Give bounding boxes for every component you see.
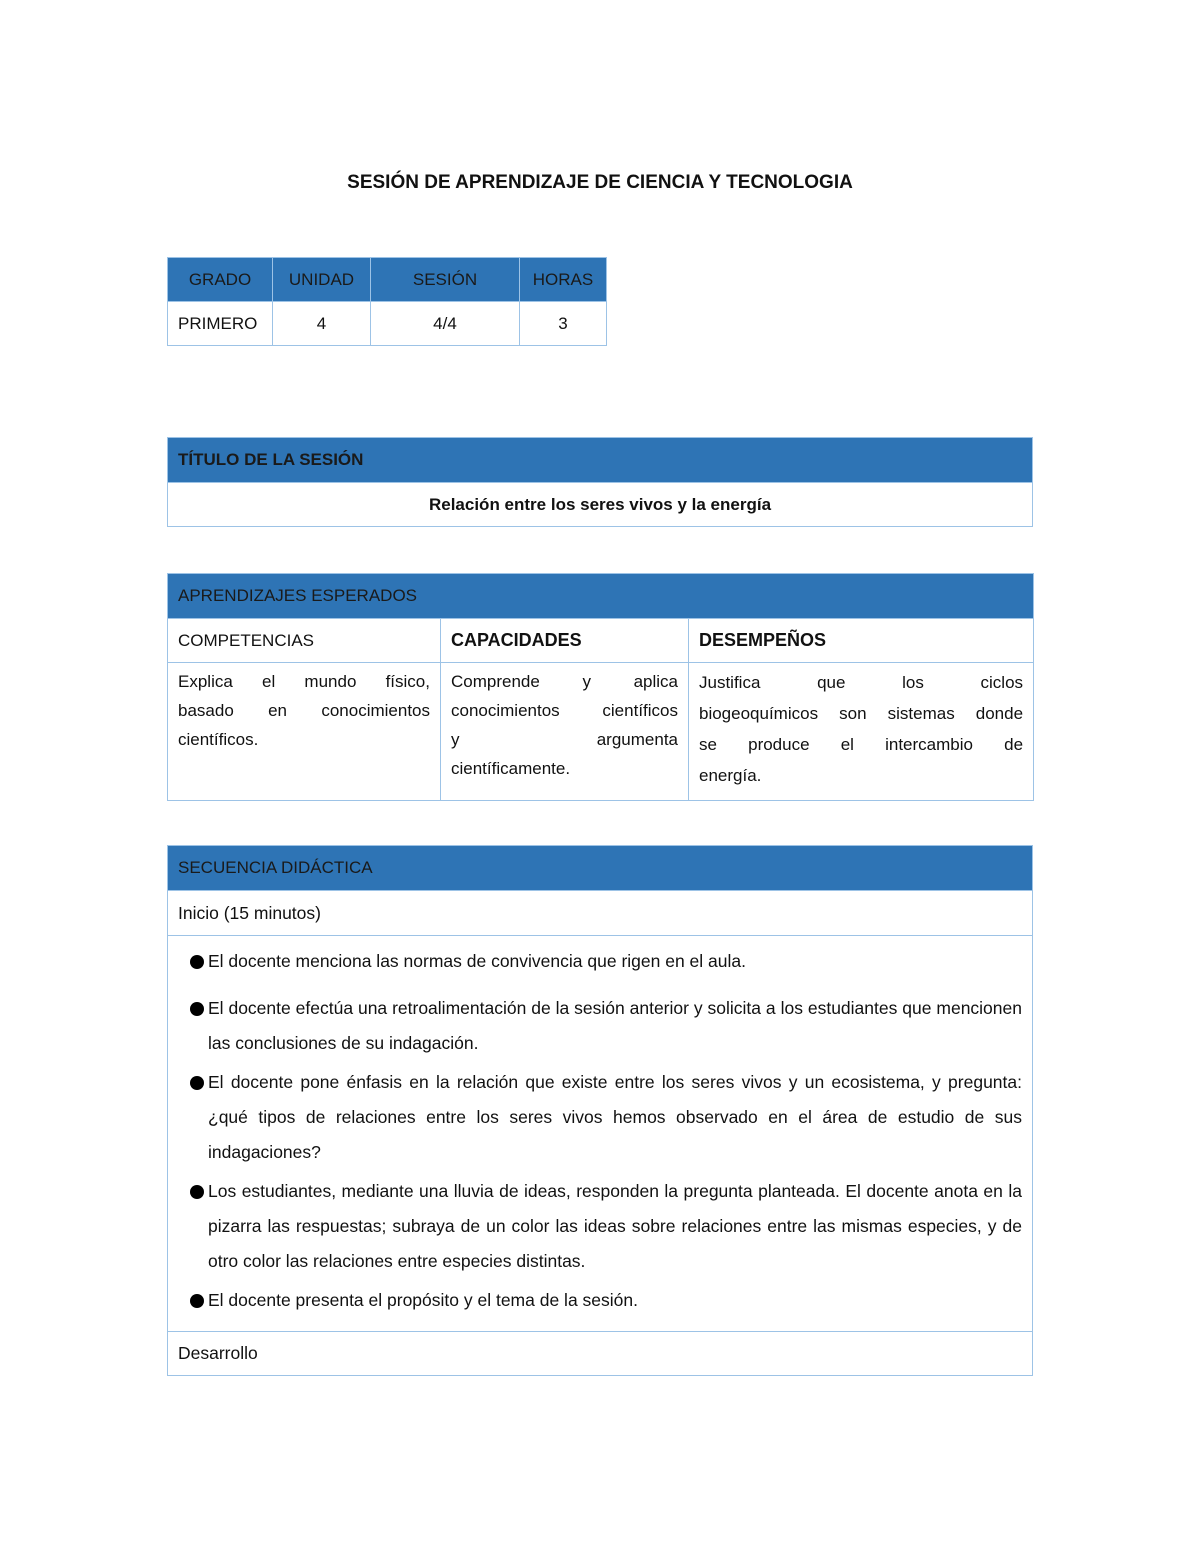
competencias-line: basado en conocimientos: [178, 701, 430, 720]
desempenos-line: energía.: [699, 766, 762, 785]
desarrollo-label: Desarrollo: [168, 1332, 1033, 1376]
header-grado: GRADO: [168, 258, 273, 302]
session-title-table: [167, 437, 1033, 527]
session-title-header: TÍTULO DE LA SESIÓN: [168, 438, 1033, 483]
sequence-table: [167, 845, 1033, 1376]
competencias-line: científicos.: [178, 730, 259, 749]
desempenos-line: Justifica que los ciclos: [699, 673, 1024, 692]
header-horas: HORAS: [520, 258, 607, 302]
header-unidad: UNIDAD: [273, 258, 371, 302]
list-item: [168, 991, 1032, 1061]
desempenos-line: se produce el intercambio de: [699, 735, 1024, 754]
bullet-icon: [190, 955, 204, 969]
desempenos-cell: [689, 663, 1034, 801]
bullet-icon: [190, 1185, 204, 1199]
session-title-value: Relación entre los seres vivos y la energía: [168, 483, 1033, 527]
inicio-label: Inicio (15 minutos): [168, 891, 1033, 936]
value-sesion: 4/4: [371, 302, 520, 346]
competencias-cell: [168, 663, 441, 801]
competencias-line: Explica el mundo físico,: [178, 672, 430, 691]
list-item-text: El docente efectúa una retroalimentación de la sesión anterior y solicita a los estudiantes que mencionen las conclusiones de su indagación.: [208, 998, 1022, 1053]
value-grado: PRIMERO: [168, 302, 273, 346]
desempenos-line: biogeoquímicos son sistemas donde: [699, 704, 1024, 723]
column-competencias: COMPETENCIAS: [168, 619, 441, 663]
capacidades-line: conocimientos científicos: [451, 701, 678, 720]
inicio-content: [168, 936, 1033, 1332]
list-item-text: El docente presenta el propósito y el tema de la sesión.: [208, 1290, 638, 1310]
list-item-text: El docente menciona las normas de convivencia que rigen en el aula.: [208, 951, 746, 971]
column-capacidades: CAPACIDADES: [441, 619, 689, 663]
learning-table: [167, 573, 1034, 801]
value-horas: 3: [520, 302, 607, 346]
value-unidad: 4: [273, 302, 371, 346]
header-sesion: SESIÓN: [371, 258, 520, 302]
list-item: [168, 1065, 1032, 1170]
list-item: [168, 944, 1032, 979]
list-item: [168, 1174, 1032, 1279]
column-desempenos: DESEMPEÑOS: [689, 619, 1034, 663]
capacidades-line: Comprende y aplica: [451, 672, 678, 691]
bullet-icon: [190, 1002, 204, 1016]
bullet-icon: [190, 1294, 204, 1308]
list-item: [168, 1283, 1032, 1318]
list-item-text: Los estudiantes, mediante una lluvia de ideas, responden la pregunta planteada. El docente anota en la pizarra las respuestas; subraya de un color las ideas sobre relaciones entre las mismas especies, y de otro color las relaciones entre especies distintas.: [208, 1181, 1022, 1271]
document-title: SESIÓN DE APRENDIZAJE DE CIENCIA Y TECNOLOGIA: [347, 172, 853, 193]
info-table: [167, 257, 607, 346]
sequence-header: SECUENCIA DIDÁCTICA: [168, 846, 1033, 891]
bullet-icon: [190, 1076, 204, 1090]
list-item-text: El docente pone énfasis en la relación que existe entre los seres vivos y un ecosistema, y pregunta: ¿qué tipos de relaciones entre los seres vivos hemos observado en el área de estudio de sus indagaciones?: [208, 1072, 1022, 1162]
learning-header: APRENDIZAJES ESPERADOS: [168, 574, 1034, 619]
capacidades-line: y argumenta: [451, 730, 678, 749]
capacidades-cell: [441, 663, 689, 801]
capacidades-line: científicamente.: [451, 759, 571, 778]
